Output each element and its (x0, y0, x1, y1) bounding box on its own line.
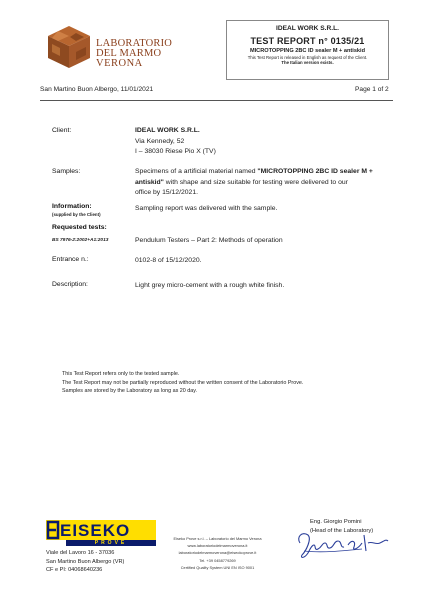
report-language-note: This Test Report is released in English as request of the Client. (247, 55, 368, 60)
report-title: TEST REPORT n° 0135/21 (250, 36, 365, 46)
description-value: Light grey micro-cement with a rough white finish. (135, 282, 285, 289)
footer-address (46, 549, 124, 575)
signer-name: Eng. Giorgio Pomini (310, 519, 362, 525)
address-line-2: San Martino Buon Albergo (VR) (46, 558, 125, 565)
client-street: Via Kennedy, 52 (135, 137, 185, 145)
marble-cube-icon (46, 24, 92, 70)
signer-role: (Head of the Laboratory) (310, 528, 374, 534)
contact-certification: Certified Quality System UNI EN ISO 9001 (180, 564, 255, 570)
eiseko-prove: PROVE (66, 540, 156, 546)
note-line-1: This Test Report refers only to the tested sample. (62, 371, 180, 377)
report-company: IDEAL WORK S.R.L. (276, 25, 339, 32)
requested-tests-label: Requested tests: (52, 224, 107, 231)
logo-text (96, 39, 172, 69)
report-notes (62, 370, 303, 396)
information-sublabel: (supplied by the Client) (52, 212, 101, 217)
description-label: Description: (52, 281, 88, 288)
report-product: MICROTOPPING 2BC ID sealer M + antiskid (249, 48, 366, 54)
client-value (135, 126, 216, 158)
contact-line-1: Eiseko Prove s.r.l. – Laboratorio del Marmo Verona (173, 536, 262, 541)
samples-shape: with shape and size suitable for testing were delivered to our (163, 178, 348, 186)
contact-website[interactable]: www.laboratoriodelmarmoverona.it (187, 543, 248, 549)
samples-value (135, 167, 385, 199)
entrance-value: 0102-8 of 15/12/2020. (135, 257, 202, 264)
address-line-3: CF e PI: 04068640236 (46, 567, 103, 574)
client-name: IDEAL WORK S.R.L. (135, 127, 200, 134)
client-city: I – 38030 Riese Pio X (TV) (135, 148, 216, 155)
place-date: San Martino Buon Albergo, 11/01/2021 (40, 86, 154, 93)
logo-line-1: LABORATORIO (96, 38, 173, 49)
laboratorio-logo (46, 24, 186, 72)
information-value: Sampling report was delivered with the sample. (135, 205, 278, 212)
client-label: Client: (52, 127, 72, 134)
contact-email[interactable]: laboratoriodelmarmoverona@eiseokoprove.it (178, 550, 257, 556)
note-line-2: The Test Report may not be partially reproduced without the written consent of the Laboratorio Prove. (62, 379, 304, 386)
address-line-1: Viale del Lavoro 16 - 37036 (46, 550, 115, 556)
samples-label: Samples: (52, 168, 81, 175)
footer-contact-info (160, 535, 275, 571)
requested-tests-value: Pendulum Testers – Part 2: Methods of operation (135, 237, 283, 244)
contact-phone: Tel. +39 0458779269 (199, 557, 236, 563)
samples-intro: Specimens of a artificial material named (135, 168, 258, 175)
logo-line-2: DEL MARMO (96, 48, 162, 59)
eiseko-e-icon (46, 520, 60, 540)
eiseko-wordmark: EISEKO (60, 521, 131, 540)
logo-line-3: VERONA (96, 58, 143, 69)
handwritten-signature (292, 521, 392, 561)
note-line-3: Samples are stored by the Laboratory as long as 20 day. (62, 388, 198, 395)
samples-product-cont: antiskid" (135, 178, 164, 186)
page-number: Page 1 of 2 (355, 86, 389, 93)
requested-standard: BS 7976-2:2002+A1:2013 (52, 238, 109, 243)
report-italian-note: The Italian version exists. (281, 60, 334, 65)
entrance-label: Entrance n.: (52, 256, 89, 263)
header-divider (40, 100, 393, 101)
samples-product: "MICROTOPPING 2BC ID sealer M + (257, 168, 373, 175)
report-header-box (226, 20, 389, 80)
information-label: Information: (52, 203, 92, 210)
samples-date: office by 15/12/2021. (135, 189, 198, 196)
eiseko-logo (46, 520, 156, 546)
